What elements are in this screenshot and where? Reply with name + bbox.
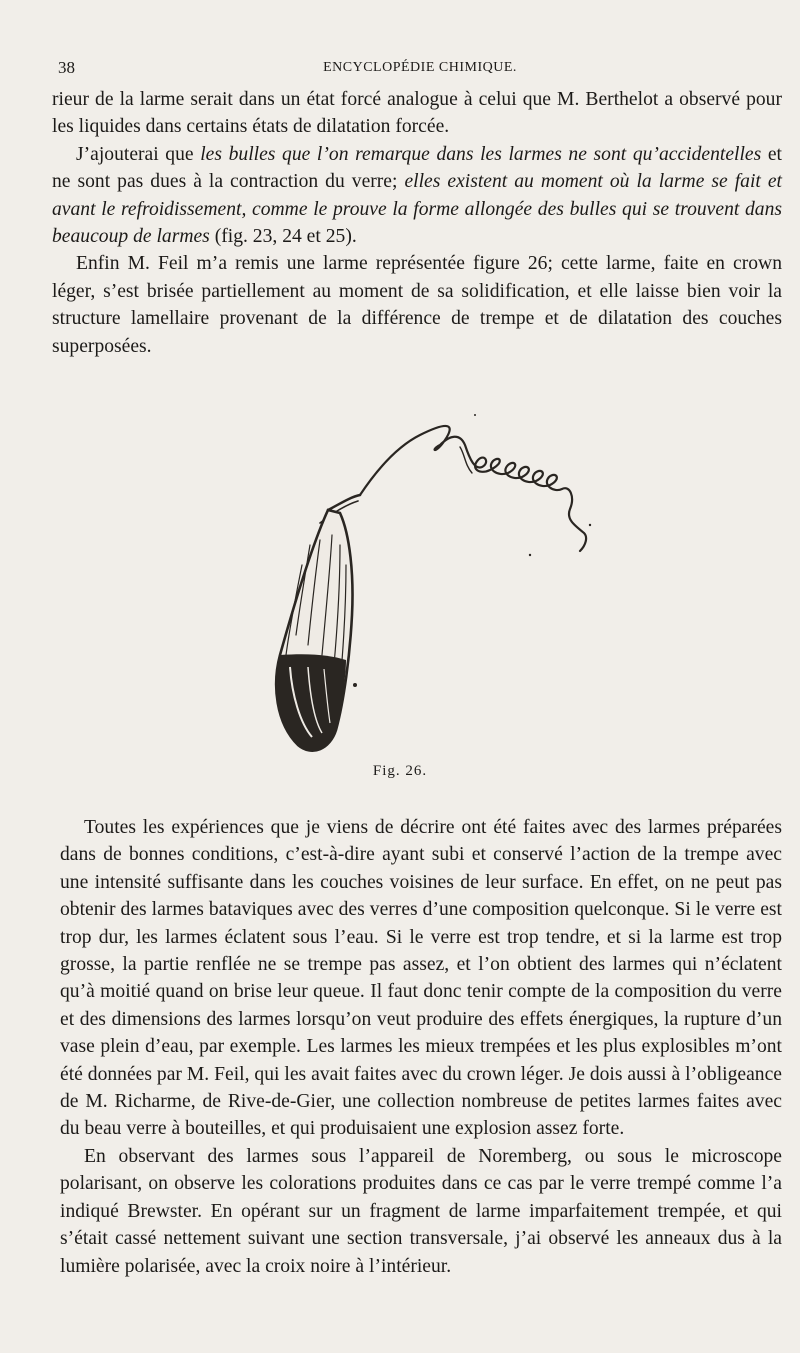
figure-caption: Fig. 26.: [372, 763, 428, 779]
page-number: 38: [58, 58, 75, 77]
paragraph-bubbles-text-a: J’ajouterai que: [76, 143, 201, 165]
paragraph-polarisation: En observant des larmes sous l’appareil de Noremberg, ou sous le microscope polarisant, on observe les colorations produites dans ce cas par le verre trempé comme l’a indiqué Brewster. En opérant sur un fragment de larme imparfaitement trempée, et qui s’était cassé nettement suivant une section transversale, j’ai observé les anneaux dus à la lumière polarisée, avec la croix noire à l’intérieur.: [60, 1145, 782, 1277]
paragraph-bubbles-emphasis-2: elles existent au moment où la larme se fait et avant le refroidissement, comme le prouve la forme allongée des bulles qui se trouvent dans beaucoup de larmes: [52, 171, 782, 248]
paragraph-continued: rieur de la larme serait dans un état forcé analogue à celui que M. Berthelot a observé pour les liquides dans certains états de dilatation forcée.: [52, 89, 782, 138]
text-block-bottom: [60, 814, 782, 1280]
figure-26: [250, 405, 620, 760]
page-header: [58, 58, 782, 82]
paragraph-experiences: Toutes les expériences que je viens de décrire ont été faites avec des larmes préparées dans de bonnes conditions, c’est-à-dire ayant subi et conservé l’action de la trempe avec une intensité suffisante dans les couches voisines de leur surface. En effet, on ne peut pas obtenir des larmes bataviques avec des verres d’une composition quelconque. Si le verre est trop dur, les larmes éclatent sous l’eau. Si le verre est trop tendre, et si la larme est trop grosse, la partie renflée ne se trempe pas assez, et l’on obtient des larmes qui n’éclatent qu’à moitié quand on brise leur queue. Il faut donc tenir compte de la composition du verre et des dimensions des larmes lorsqu’on veut produire des effets énergiques, la rupture d’un vase plein d’eau, par exemple. Les larmes les mieux trempées et les plus explosibles m’ont été données par M. Feil, qui les avait faites avec du crown léger. Je dois aussi à l’obligeance de M. Richarme, de Rive-de-Gier, une collection nombreuse de petites larmes faites avec du beau verre à bouteilles, et qui produisaient une explosion assez forte.: [60, 817, 782, 1140]
running-title: ENCYCLOPÉDIE CHIMIQUE.: [323, 60, 517, 75]
glass-tear-illustration-icon: [250, 405, 620, 760]
paragraph-bubbles-emphasis-1: les bulles que l’on remarque dans les larmes ne sont qu’accidentelles: [200, 143, 762, 165]
paragraph-bubbles-text-b: et ne sont pas dues à la contraction du verre;: [52, 143, 782, 193]
text-block-top: [52, 86, 782, 360]
paragraph-feil-tear: Enfin M. Feil m’a remis une larme représentée figure 26; cette larme, faite en crown léger, s’est brisée partiellement au moment de sa solidification, et elle laisse bien voir la structure lamellaire provenant de la différence de trempe et de dilatation des couches superposées.: [52, 253, 782, 357]
paragraph-bubbles: [52, 141, 782, 251]
paragraph-bubbles-text-c: (fig. 23, 24 et 25).: [209, 226, 357, 248]
